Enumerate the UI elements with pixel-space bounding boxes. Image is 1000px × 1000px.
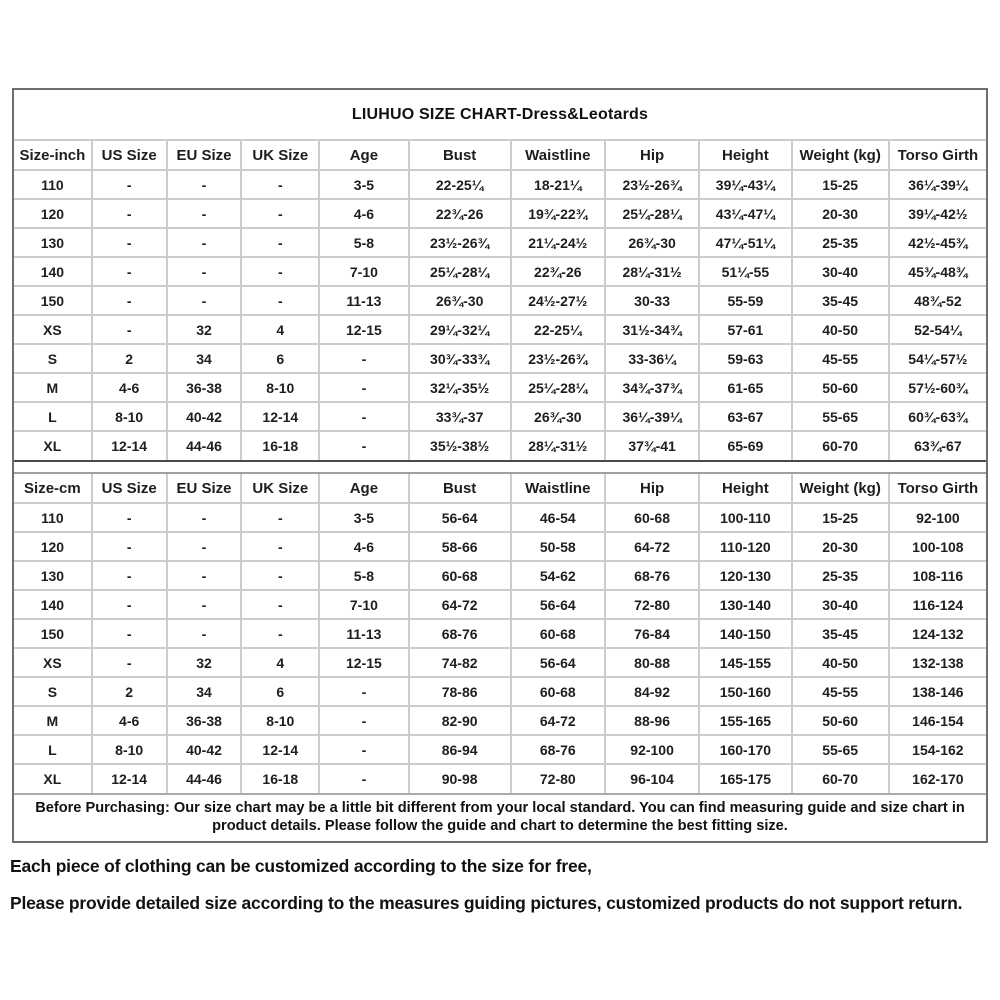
column-header: Waistline [511, 141, 605, 170]
table-cell: 100-110 [699, 503, 791, 532]
table-cell: 68-76 [511, 735, 605, 764]
table-cell: 35-45 [792, 286, 889, 315]
table-cell: 12-14 [92, 431, 167, 460]
size-table-cm [14, 474, 986, 793]
table-cell: 110-120 [699, 532, 791, 561]
table-cell: 21¼-24½ [511, 228, 605, 257]
table-cell: 4 [241, 648, 319, 677]
table-row [14, 532, 986, 561]
table-cell: 59-63 [699, 344, 791, 373]
table-cell: XL [14, 764, 92, 793]
column-header: US Size [92, 141, 167, 170]
table-cell: 8-10 [241, 706, 319, 735]
table-cell: - [167, 619, 242, 648]
table-cell: 25¼-28¼ [605, 199, 699, 228]
table-cell: 33¾-37 [409, 402, 511, 431]
table-cell: 86-94 [409, 735, 511, 764]
table-cell: - [167, 199, 242, 228]
table-cell: 50-60 [792, 373, 889, 402]
table-cell: 8-10 [92, 735, 167, 764]
table-cell: 16-18 [241, 431, 319, 460]
column-header: Torso Girth [889, 141, 986, 170]
table-cell: 3-5 [319, 503, 408, 532]
table-cell: XS [14, 648, 92, 677]
table-cell: 39¼-43¼ [699, 170, 791, 199]
column-header: Weight (kg) [792, 141, 889, 170]
table-cell: M [14, 706, 92, 735]
table-cell: 3-5 [319, 170, 408, 199]
table-cell: - [241, 503, 319, 532]
table-cell: 35½-38½ [409, 431, 511, 460]
table-cell: 28¼-31½ [605, 257, 699, 286]
table-cell: - [167, 590, 242, 619]
table-cell: 46-54 [511, 503, 605, 532]
table-cell: - [319, 764, 408, 793]
column-header: Size-inch [14, 141, 92, 170]
table-cell: 50-60 [792, 706, 889, 735]
table-cell: 8-10 [241, 373, 319, 402]
table-cell: 31½-34¾ [605, 315, 699, 344]
table-cell: 12-15 [319, 315, 408, 344]
table-cell: 4 [241, 315, 319, 344]
table-cell: 140-150 [699, 619, 791, 648]
table-cell: 11-13 [319, 619, 408, 648]
table-cell: - [92, 257, 167, 286]
table-cell: 44-46 [167, 431, 242, 460]
table-cell: L [14, 402, 92, 431]
table-cell: 36-38 [167, 373, 242, 402]
table-cell: 24½-27½ [511, 286, 605, 315]
table-cell: 72-80 [511, 764, 605, 793]
table-cell: 140 [14, 257, 92, 286]
table-row [14, 286, 986, 315]
table-row [14, 706, 986, 735]
table-row [14, 228, 986, 257]
column-header: Hip [605, 474, 699, 503]
table-cell: 63-67 [699, 402, 791, 431]
table-cell: 12-14 [241, 735, 319, 764]
table-cell: 26¾-30 [409, 286, 511, 315]
table-cell: 150 [14, 619, 92, 648]
table-cell: 130 [14, 228, 92, 257]
table-cell: - [241, 286, 319, 315]
table-cell: 32¼-35½ [409, 373, 511, 402]
table-cell: S [14, 677, 92, 706]
table-cell: 23½-26¾ [409, 228, 511, 257]
table-row [14, 503, 986, 532]
table-cell: - [167, 257, 242, 286]
table-cell: 140 [14, 590, 92, 619]
table-cell: 58-66 [409, 532, 511, 561]
table-cell: 150 [14, 286, 92, 315]
table-cell: 33-36¼ [605, 344, 699, 373]
table-cell: 5-8 [319, 561, 408, 590]
table-cell: 154-162 [889, 735, 986, 764]
table-cell: 150-160 [699, 677, 791, 706]
table-cell: 56-64 [511, 590, 605, 619]
table-cell: 6 [241, 677, 319, 706]
table-row [14, 590, 986, 619]
table-row [14, 199, 986, 228]
column-header: US Size [92, 474, 167, 503]
table-cell: 29¼-32¼ [409, 315, 511, 344]
table-cell: 57½-60¾ [889, 373, 986, 402]
table-cell: - [241, 257, 319, 286]
table-cell: - [92, 619, 167, 648]
table-cell: 82-90 [409, 706, 511, 735]
table-cell: 7-10 [319, 590, 408, 619]
column-header: UK Size [241, 474, 319, 503]
table-cell: 4-6 [92, 373, 167, 402]
table-cell: 39¼-42½ [889, 199, 986, 228]
table-row [14, 170, 986, 199]
table-cell: 30-33 [605, 286, 699, 315]
table-cell: 32 [167, 315, 242, 344]
table-cell: 11-13 [319, 286, 408, 315]
table-cell: 36-38 [167, 706, 242, 735]
table-cell: 25-35 [792, 228, 889, 257]
table-cell: 2 [92, 677, 167, 706]
table-cell: 34 [167, 344, 242, 373]
table-cell: - [92, 590, 167, 619]
table-cell: 120 [14, 199, 92, 228]
column-header: EU Size [167, 141, 242, 170]
table-cell: XS [14, 315, 92, 344]
table-row [14, 344, 986, 373]
table-cell: - [167, 561, 242, 590]
table-cell: 52-54¼ [889, 315, 986, 344]
table-cell: 12-14 [92, 764, 167, 793]
table-cell: - [241, 199, 319, 228]
table-cell: 22¾-26 [511, 257, 605, 286]
table-cell: 45-55 [792, 677, 889, 706]
table-cell: 138-146 [889, 677, 986, 706]
table-row [14, 619, 986, 648]
table-cell: 56-64 [409, 503, 511, 532]
purchase-note: Before Purchasing: Our size chart may be a little bit different from your local standard. You can find measuring guide and size chart in product details. Please follow the guide and chart to determine the best fitting size. [14, 793, 986, 841]
table-cell: 2 [92, 344, 167, 373]
table-cell: - [92, 532, 167, 561]
table-cell: 120 [14, 532, 92, 561]
column-header: Hip [605, 141, 699, 170]
customization-note-line2: Please provide detailed size according to the measures guiding pictures, customized products do not support return. [10, 893, 963, 913]
table-cell: 76-84 [605, 619, 699, 648]
table-cell: 19¾-22¾ [511, 199, 605, 228]
table-cell: - [319, 431, 408, 460]
table-cell: 78-86 [409, 677, 511, 706]
table-cell: 84-92 [605, 677, 699, 706]
table-cell: 55-65 [792, 402, 889, 431]
table-row [14, 315, 986, 344]
table-cell: 26¾-30 [605, 228, 699, 257]
table-cell: 6 [241, 344, 319, 373]
table-cell: 110 [14, 170, 92, 199]
table-cell: - [92, 315, 167, 344]
table-cell: - [241, 561, 319, 590]
table-cell: 146-154 [889, 706, 986, 735]
table-cell: 45¾-48¾ [889, 257, 986, 286]
table-cell: - [319, 344, 408, 373]
table-cell: 7-10 [319, 257, 408, 286]
table-cell: 60¾-63¾ [889, 402, 986, 431]
table-cell: 160-170 [699, 735, 791, 764]
table-cell: 35-45 [792, 619, 889, 648]
table-cell: 18-21¼ [511, 170, 605, 199]
table-row [14, 431, 986, 460]
table-cell: 60-68 [409, 561, 511, 590]
table-cell: 22-25¼ [409, 170, 511, 199]
table-cell: 28¼-31½ [511, 431, 605, 460]
size-chart-container [12, 88, 988, 843]
table-cell: 36¼-39¼ [889, 170, 986, 199]
column-header: UK Size [241, 141, 319, 170]
table-row [14, 373, 986, 402]
table-cell: 124-132 [889, 619, 986, 648]
table-cell: 64-72 [511, 706, 605, 735]
table-cell: 56-64 [511, 648, 605, 677]
table-cell: 25¼-28¼ [511, 373, 605, 402]
table-cell: 54-62 [511, 561, 605, 590]
column-header: EU Size [167, 474, 242, 503]
table-cell: 47¼-51¼ [699, 228, 791, 257]
table-row [14, 257, 986, 286]
table-cell: 60-70 [792, 764, 889, 793]
table-cell: 68-76 [409, 619, 511, 648]
table-cell: - [92, 199, 167, 228]
table-cell: 15-25 [792, 503, 889, 532]
table-cell: 90-98 [409, 764, 511, 793]
table-cell: 57-61 [699, 315, 791, 344]
table-cell: 43¼-47¼ [699, 199, 791, 228]
table-cell: 72-80 [605, 590, 699, 619]
table-cell: 20-30 [792, 532, 889, 561]
table-cell: 120-130 [699, 561, 791, 590]
table-row [14, 764, 986, 793]
table-cell: 5-8 [319, 228, 408, 257]
table-cell: 64-72 [605, 532, 699, 561]
table-cell: M [14, 373, 92, 402]
table-cell: 54¼-57½ [889, 344, 986, 373]
table-cell: - [167, 170, 242, 199]
table-cell: 23½-26¾ [605, 170, 699, 199]
table-cell: 25¼-28¼ [409, 257, 511, 286]
table-cell: 12-14 [241, 402, 319, 431]
table-cell: - [241, 170, 319, 199]
table-cell: 155-165 [699, 706, 791, 735]
table-cell: - [92, 561, 167, 590]
table-row [14, 648, 986, 677]
table-cell: 88-96 [605, 706, 699, 735]
table-cell: 4-6 [319, 532, 408, 561]
column-header: Size-cm [14, 474, 92, 503]
table-cell: 44-46 [167, 764, 242, 793]
table-cell: 92-100 [889, 503, 986, 532]
table-cell: 30-40 [792, 590, 889, 619]
table-cell: - [167, 286, 242, 315]
table-cell: 55-59 [699, 286, 791, 315]
table-cell: 40-42 [167, 402, 242, 431]
size-table-inch [14, 141, 986, 460]
table-cell: 16-18 [241, 764, 319, 793]
table-cell: 42½-45¾ [889, 228, 986, 257]
table-cell: - [241, 228, 319, 257]
column-header: Bust [409, 474, 511, 503]
table-cell: - [92, 228, 167, 257]
table-cell: - [319, 677, 408, 706]
table-cell: - [319, 735, 408, 764]
table-cell: 96-104 [605, 764, 699, 793]
table-cell: 37¾-41 [605, 431, 699, 460]
table-cell: - [241, 590, 319, 619]
table-cell: - [167, 228, 242, 257]
column-header: Height [699, 474, 791, 503]
table-cell: 4-6 [319, 199, 408, 228]
table-cell: 165-175 [699, 764, 791, 793]
table-cell: 108-116 [889, 561, 986, 590]
table-cell: 60-70 [792, 431, 889, 460]
table-cell: 63¾-67 [889, 431, 986, 460]
column-header: Torso Girth [889, 474, 986, 503]
column-header: Waistline [511, 474, 605, 503]
table-cell: XL [14, 431, 92, 460]
header-row-inch [14, 141, 986, 170]
column-header: Bust [409, 141, 511, 170]
table-cell: 51¼-55 [699, 257, 791, 286]
table-cell: - [319, 402, 408, 431]
table-cell: 22¾-26 [409, 199, 511, 228]
table-cell: 22-25¼ [511, 315, 605, 344]
column-header: Weight (kg) [792, 474, 889, 503]
table-cell: 60-68 [605, 503, 699, 532]
table-cell: - [241, 619, 319, 648]
table-cell: - [167, 503, 242, 532]
table-row [14, 735, 986, 764]
table-cell: 34 [167, 677, 242, 706]
table-cell: 34¾-37¾ [605, 373, 699, 402]
table-cell: - [241, 532, 319, 561]
table-cell: 65-69 [699, 431, 791, 460]
table-cell: 45-55 [792, 344, 889, 373]
table-cell: 92-100 [605, 735, 699, 764]
table-cell: - [167, 532, 242, 561]
table-cell: 74-82 [409, 648, 511, 677]
table-cell: 48¾-52 [889, 286, 986, 315]
table-cell: 80-88 [605, 648, 699, 677]
column-header: Age [319, 141, 408, 170]
table-cell: 100-108 [889, 532, 986, 561]
table-cell: 68-76 [605, 561, 699, 590]
table-row [14, 402, 986, 431]
table-cell: 40-42 [167, 735, 242, 764]
table-cell: 25-35 [792, 561, 889, 590]
table-cell: 4-6 [92, 706, 167, 735]
table-cell: 60-68 [511, 677, 605, 706]
table-cell: 40-50 [792, 648, 889, 677]
table-cell: - [92, 170, 167, 199]
table-cell: 145-155 [699, 648, 791, 677]
table-row [14, 677, 986, 706]
table-cell: - [92, 503, 167, 532]
header-row-cm [14, 474, 986, 503]
table-divider [14, 460, 986, 474]
table-cell: 30-40 [792, 257, 889, 286]
customization-note-line1: Each piece of clothing can be customized according to the size for free, [10, 856, 592, 876]
table-cell: - [319, 373, 408, 402]
table-cell: 23½-26¾ [511, 344, 605, 373]
table-cell: 162-170 [889, 764, 986, 793]
table-cell: L [14, 735, 92, 764]
column-header: Height [699, 141, 791, 170]
table-cell: 26¾-30 [511, 402, 605, 431]
chart-title: LIUHUO SIZE CHART-Dress&Leotards [14, 90, 986, 141]
table-cell: 64-72 [409, 590, 511, 619]
table-cell: 55-65 [792, 735, 889, 764]
table-cell: 8-10 [92, 402, 167, 431]
table-cell: 12-15 [319, 648, 408, 677]
table-cell: 36¼-39¼ [605, 402, 699, 431]
table-cell: 60-68 [511, 619, 605, 648]
table-cell: 32 [167, 648, 242, 677]
table-cell: 130-140 [699, 590, 791, 619]
table-cell: 116-124 [889, 590, 986, 619]
table-cell: 20-30 [792, 199, 889, 228]
table-cell: 15-25 [792, 170, 889, 199]
table-cell: 50-58 [511, 532, 605, 561]
column-header: Age [319, 474, 408, 503]
table-cell: 40-50 [792, 315, 889, 344]
table-cell: 110 [14, 503, 92, 532]
table-cell: - [319, 706, 408, 735]
table-cell: - [92, 286, 167, 315]
table-row [14, 561, 986, 590]
table-cell: 132-138 [889, 648, 986, 677]
table-cell: - [92, 648, 167, 677]
table-cell: 130 [14, 561, 92, 590]
table-cell: S [14, 344, 92, 373]
table-cell: 61-65 [699, 373, 791, 402]
table-cell: 30¾-33¾ [409, 344, 511, 373]
